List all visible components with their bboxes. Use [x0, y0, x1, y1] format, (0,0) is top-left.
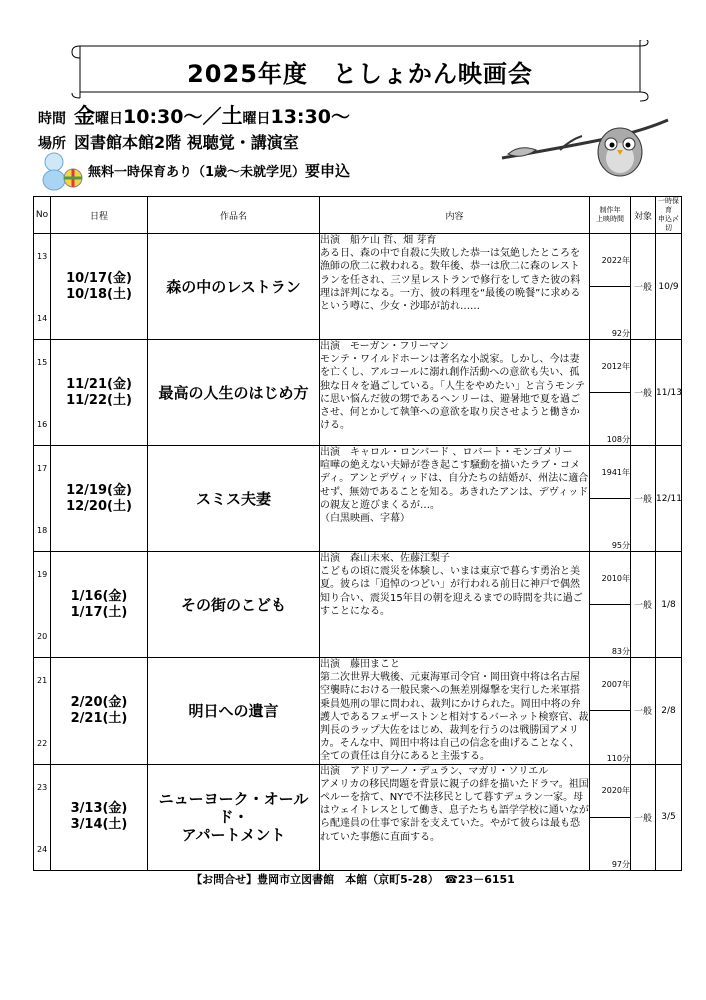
- table-row: [34, 234, 682, 287]
- day2: 土: [221, 104, 243, 128]
- audience: 一般: [631, 764, 656, 870]
- childcare-deadline: 11/13: [656, 340, 682, 446]
- running-time: 83分: [590, 605, 631, 658]
- row-number-cell: [34, 340, 51, 446]
- header-audience: 対象: [631, 197, 656, 234]
- childcare-deadline: 1/8: [656, 552, 682, 658]
- childcare-deadline: 12/11: [656, 446, 682, 552]
- date-sat: 3/14(土): [70, 817, 128, 833]
- running-time: 95分: [590, 499, 631, 552]
- date-fri: 12/19(金): [66, 482, 132, 498]
- row-number-1: 23: [37, 782, 48, 792]
- date-cell: [51, 552, 148, 658]
- table-row: [34, 658, 682, 711]
- production-year: 2007年: [590, 658, 631, 711]
- movie-title: [148, 552, 320, 658]
- place-info: [38, 130, 299, 153]
- movie-title-line: 森の中のレストラン: [166, 277, 301, 296]
- table-row: [34, 340, 682, 393]
- baby-with-ball-icon: [40, 152, 86, 196]
- table-row: [34, 446, 682, 499]
- movie-title: [148, 658, 320, 765]
- day1: 金: [74, 104, 95, 128]
- row-number-cell: [34, 552, 51, 658]
- date-cell: [51, 658, 148, 765]
- page-title: 2025年度 としょかん映画会: [187, 60, 533, 88]
- movie-description: 出演 森山未來、佐藤江梨子 こどもの頃に震災を体験し、いまは東京で暮らす勇治と美夏。彼らは「追悼のつどい」が行われる前日に神戸で偶然知り合い、震災15年目の朝を迎えるまでの時間を共に過ごすことになる。: [320, 552, 590, 658]
- movie-title: [148, 764, 320, 870]
- place-label: 場所: [38, 136, 66, 152]
- row-number-2: 18: [37, 526, 48, 535]
- movie-title-line: 最高の人生のはじめ方: [158, 383, 309, 402]
- row-number-2: 20: [37, 632, 48, 641]
- row-number-1: 21: [37, 676, 48, 685]
- table-header-row: [34, 197, 682, 234]
- row-number-1: 13: [37, 252, 48, 261]
- date-sat: 1/17(土): [70, 604, 128, 620]
- header-content: 内容: [320, 197, 590, 234]
- table-row: [34, 552, 682, 605]
- date-cell: [51, 446, 148, 552]
- day1-suffix: 曜日: [95, 111, 123, 127]
- time2: 13:30〜: [270, 106, 350, 128]
- movie-description: 出演 キャロル・ロンバード 、ロバート・モンゴメリー 喧嘩の絶えない夫婦が巻き起こす騒動を描いたラブ・コメディ。アンとデヴィッドは、自分たちの結婚が、州法に適合せず、無効であることを知る。あきれたアンは、デヴィッドの親友と遊びまくるが…。 （白黒映画、字幕）: [320, 446, 590, 552]
- date-cell: [51, 340, 148, 446]
- running-time: 108分: [590, 393, 631, 446]
- movie-title: [148, 340, 320, 446]
- childcare-deadline: 2/8: [656, 658, 682, 765]
- date-fri: 3/13(金): [70, 801, 128, 817]
- movie-title-line: ニューヨーク・オールド・: [158, 790, 309, 827]
- audience: 一般: [631, 234, 656, 340]
- audience: 一般: [631, 552, 656, 658]
- audience: 一般: [631, 658, 656, 765]
- contact-footer: 【お問合せ】豊岡市立図書館 本館（京町5-28） ☎23－6151: [191, 873, 515, 886]
- row-number-2: 14: [37, 314, 48, 323]
- running-time: 92分: [590, 287, 631, 340]
- header-title: 作品名: [148, 197, 320, 234]
- row-number-2: 24: [37, 844, 48, 854]
- movie-description: 出演 モーガン・フリーマン モンテ・ワイルドホーンは著名な小説家。しかし、今は妻を亡くし、アルコールに溺れ創作活動への意欲も失い、孤独な日々を過ごしている。「人生をやめたい」と言うモンテに思い悩んだ彼の甥であるヘンリーは、避暑地で夏を過ごさせ、何とかして執筆への意欲を取り戻させようと働きかける。: [320, 340, 590, 446]
- row-number-1: 17: [37, 464, 48, 473]
- time-info: [38, 100, 350, 130]
- time-label: 時間: [38, 111, 66, 127]
- row-number-2: 16: [37, 420, 48, 429]
- date-sat: 2/21(土): [70, 710, 128, 726]
- childcare-required: 要申込: [305, 162, 351, 180]
- day2-suffix: 曜日: [242, 111, 271, 127]
- row-number-cell: [34, 446, 51, 552]
- movie-title-line: スミス夫妻: [195, 489, 271, 508]
- movie-title: [148, 234, 320, 340]
- row-number-cell: [34, 764, 51, 870]
- movie-title: [148, 446, 320, 552]
- production-year: 2022年: [590, 234, 631, 287]
- date-cell: [51, 234, 148, 340]
- header-year-length: 制作年 上映時間: [590, 197, 631, 234]
- childcare-text: 無料一時保育あり（1歳〜未就学児）: [88, 165, 306, 180]
- audience: 一般: [631, 340, 656, 446]
- production-year: 2012年: [590, 340, 631, 393]
- schedule-table: [33, 196, 682, 871]
- movie-description: 出演 藤田まこと 第二次世界大戦後、元東海軍司令官・岡田資中将は名古屋空襲時における一般民衆への無差別爆撃を実行した米軍搭乗員処刑の罪に問われ、裁判にかけられた。岡田中将の弁護人であるフェザーストンと相対するバーネット検察官、裁判長のラップ大佐をはじめ、裁判を行うのは戦勝国アメリカ。そんな中、岡田中将は自己の信念を曲げることなく、全ての責任は自分にあると主張する。: [320, 659, 589, 763]
- header-date: 日程: [51, 197, 148, 234]
- production-year: 2010年: [590, 552, 631, 605]
- audience: 一般: [631, 446, 656, 552]
- childcare-deadline: 10/9: [656, 234, 682, 340]
- row-number-cell: [34, 658, 51, 765]
- row-number-cell: [34, 234, 51, 340]
- date-fri: 11/21(金): [66, 376, 132, 392]
- row-number-2: 22: [37, 738, 48, 748]
- row-number-1: 15: [37, 358, 48, 367]
- running-time: 110分: [590, 711, 631, 764]
- date-sat: 12/20(土): [66, 498, 132, 514]
- date-sat: 11/22(土): [66, 392, 132, 408]
- header-deadline: 一時保育 申込〆切: [656, 197, 682, 234]
- time1: 10:30〜／: [123, 106, 222, 128]
- childcare-deadline: 3/5: [656, 764, 682, 870]
- running-time: 97分: [590, 817, 631, 870]
- movie-title-line: 明日への遺言: [188, 701, 279, 720]
- date-cell: [51, 764, 148, 870]
- production-year: 1941年: [590, 446, 631, 499]
- table-row: [34, 764, 682, 817]
- date-fri: 1/16(金): [70, 588, 128, 604]
- owl-on-branch-icon: [500, 118, 670, 194]
- date-sat: 10/18(土): [66, 286, 132, 302]
- movie-title-line: その街のこども: [180, 595, 286, 614]
- movie-description: 出演 船ケ山 哲、畑 芽育 ある日、森の中で自殺に失敗した恭一は気絶したところを漁師の欣二に救われる。数年後、恭一は欣二に森のレストランを任され、三ツ星レストランで修行をしてきた彼の料理は評判になる。一方、彼の料理を“最後の晩餐”に求めるという噂に、少女・沙耶が訪れ……: [320, 234, 590, 340]
- header-no: No: [34, 197, 51, 234]
- childcare-info: [88, 160, 350, 181]
- row-number-1: 19: [37, 570, 48, 579]
- date-fri: 2/20(金): [70, 694, 128, 710]
- place-value: 図書館本館2階 視聴覚・講演室: [74, 133, 299, 152]
- date-fri: 10/17(金): [66, 270, 132, 286]
- movie-description: 出演 アドリアーノ・デュラン、マガリ・ソリエル アメリカの移民問題を背景に親子の絆を描いたドラマ。祖国ペルーを捨て、NYで不法移民として暮すデュラン一家。母はウェイトレスとして働き、息子たちも語学学校に通いながら配達員の仕事で家計を支えていた。やがて彼らは最も恐れていた事態に直面する。: [320, 764, 590, 870]
- production-year: 2020年: [590, 764, 631, 817]
- movie-title-line: アパートメント: [181, 826, 286, 845]
